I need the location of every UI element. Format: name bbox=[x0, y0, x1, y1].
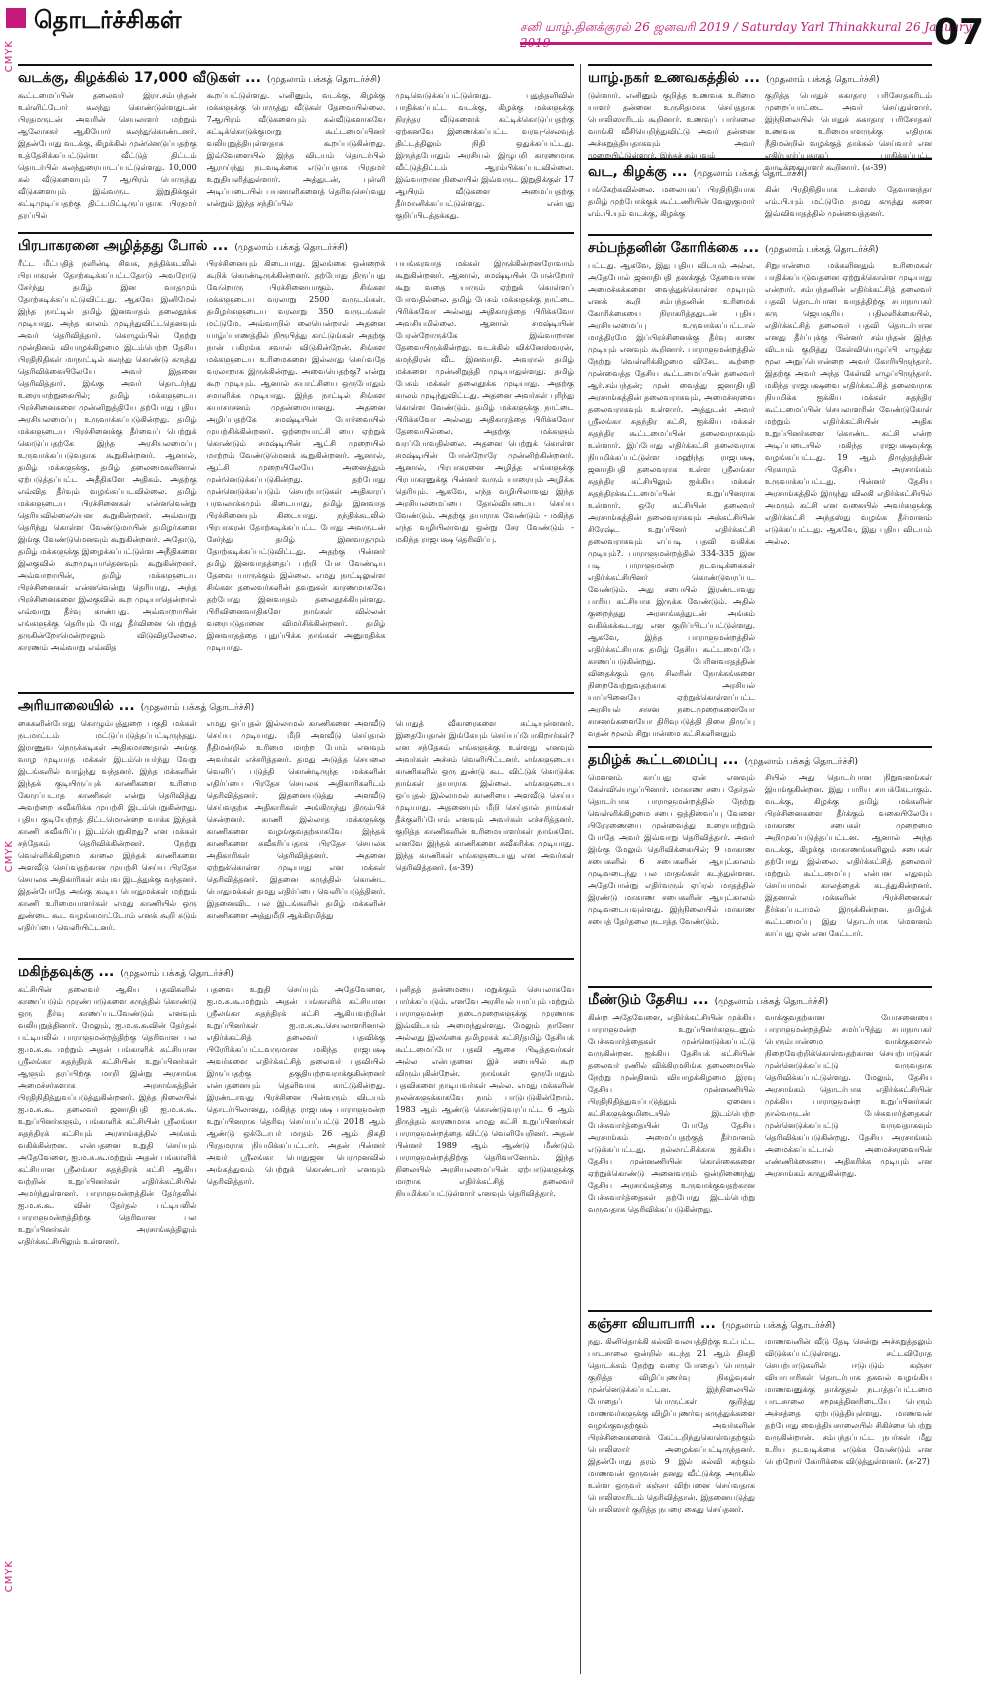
section-title: தொடர்ச்சிகள் bbox=[34, 6, 182, 34]
continuation-label: (முதலாம் பக்கத் தொடர்ச்சி) bbox=[693, 169, 808, 179]
page-number: 07 bbox=[933, 12, 984, 53]
continuation-label: (முதலாம் பக்கத் தொடர்ச்சி) bbox=[266, 75, 381, 85]
article-north-east bbox=[588, 158, 932, 232]
article-column: பட்டது. ஆகவே, இது புதிய விடயம் அல்ல. அதேபோல் ஜனாதிபதி தனக்குத் தேவையான அமைச்சுக்களை வைத்துக்கொள்ள முடியும் எனக் கூறி சம்பந்தனின் உரிமைக் கோரிக்கையை நிராகரித்ததுடன் புதிய அரசியலமைப்பு உருவாக்கப்பட்டால் மாத்திரமே இப்பிரச்சினைக்கு தீர்வு காண முடியும் எனவும் கூறினார். பாராளுமன்றத்தில் நேற்று வெள்ளிக்கிழமை விசேட கூற்றை முன்வைத்த தேசிய கூட்டமைப்பின் தலைவர் ஆர்.சம்பந்தன்; முன் வைத்து ஜனாதிபதி அரசாங்கத்தின் தலைவராகவும், அமைச்சரவை தலைவராகவும் உள்ளார். அத்துடன் அவர் ஸ்ரீலங்கா சுதந்திர கட்சி, ஐக்கிய மக்கள் சுதந்திர கூட்டமைப்பின் தலைவராகவும் உள்ளார். இப்போது எதிர்க்கட்சி தலைவராக நியமிக்கப்பட்டுள்ள மஹிந்த ராஜபக்ஷ, ஜனாதிபதி தலைவராக உள்ள ஸ்ரீலங்கா சுதந்திர கட்சியிலும் ஐக்கிய மக்கள் சுதந்திரக்கூட்டமைப்பின் உறுப்பினராக உள்ளார். ஒரே கட்சியின் தலைவர் அரசாங்கத்தின் தலைவராகவும் அக்கட்சியின் சிரேஷ்ட உறுப்பினர் எதிர்க்கட்சி தலைவராகவும் எப்படி பதவி வகிக்க முடியும்?. பாராளுமன்றத்தில் 334-335 இன படி பாராளுமன்ற நடவடிக்கைகள் எதிர்க்கட்சியினர் கொண்டுவரப்பட வேண்டும். அது சபையில் இரண்டாவது பாரிய கட்சியாக இருக்க வேண்டும். அதில் குறைந்தது அரசாங்கத்துடன் அங்கம் வகிக்கக்கூடாது என குறிப்பிடப்பட்டுள்ளது. ஆகவே, இந்த பாராளுமன்றத்தில் எதிர்க்கட்சியாக தமிழ் தேசிய கூட்டமைப்பே காணப்படுகின்றது. பேரினவாதத்தின் விதைக்கும் ஒரு சிலரின் நோக்கங்களை நிறைவேற்றுவதற்காக அரசியல் யாப்பினையே ஏற்றுக்கொள்ளப்பட்ட அரசியல் சாசன நடைமுறைகளையோ சாசனங்களையோ திரிவுபடுத்தி திசை திருப்பு வதன் மூலம் சிறுபான்மை கட்சிகளினதும் bbox=[588, 261, 755, 738]
article-column: குறித்த பொதுச் சுகாதார பரிசோதகரிடம் முறைப்பாட்டை அவர் செய்துள்ளார். இந்நிலையில் பொதுச் சுகாதார பரிசோதகர் உணவக உரிமையாளருக்கு எதிராக நீதிமன்றில் வழக்குத் தாக்கல் செய்வார் என எதிர்பார்ப்பதாகப் பாதிக்கப்பட்ட வாடிக்கையாளர் கூறினார். (சு-39) bbox=[765, 91, 932, 172]
article-column: கட்சியின் தலைவர் ஆகிய பதவிகளில் காணப்படும் முரண்பாடுகளை சுருத்தில் கொண்டு ஒரு தீர்வு காணப்படவேண்டும் எனவும் வலியுறுத்தினார். மேலும், ஐ.ம.சு.கூவின் தேர்தல் பட்டியலில் பாராளுமன்றத்திற்கு தெரிவான பல ஐ.ம.சு.கூ மற்றும் அதன் பங்காளிக் கட்சியான ஸ்ரீலங்கா சுதந்திரக் கட்சியின் உறுப்பினர்கள் ஆளும் தரப்பிற்கு மாறி இன்று அரசாங்க அமைச்சர்களாக அரசாங்கத்தின் பிரதிநிதித்துவப்படுத்துகின்றனர். இந்த நிலையில் ஐ.ம.சு.கூ. தலைவர் ஜனாதிபதி ஐ.ம.சு.கூ. உறுப்பினர்களும், பங்காளிக் கட்சியின் ஸ்ரீலங்கா சுதந்திரக் கட்சியும் அரசாங்கத்தில் அங்கம் வகிக்கின்றன. என்பதனை உறுதி செய்யும் அதேவேளை, ஐ.ம.சு.கூ.மற்றும் அதன் பங்காளிக் கட்சியான ஸ்ரீலங்கா சுதந்திரக் கட்சி ஆகிய வற்றின் உறுப்பினர்கள் எதிர்க்கட்சியில் அமர்ந்துள்ளனர். பாராளுமன்றத்தின் தேர்தலில் ஐ.ம.சு.கூ. வின் தேர்தல் பட்டியலில் பாராளுமன்றத்திற்கு தெரிவான பல உறுப்பினர்கள் அரசாங்கத்திலும் எதிர்க்கட்சியிலும் உள்ளனர். bbox=[18, 985, 197, 1246]
continuation-label: (முதலாம் பக்கத் தொடர்ச்சி) bbox=[765, 245, 879, 255]
article-column: சியில் அது தொடர்பான நிறுவனங்கள் இயங்குகின்றன. இது பாரிய சாபக்கேடாகும். வடக்கு, கிழக்கு தமிழ் மக்களின் பிரச்சினைகளை தீர்க்கும் வகையிலேயே மாகாண சபைகள் முறைமை அறிமுகப்படுத்தப்பட்டன. ஆனால் அந்த வடக்கு, கிழக்கு மாகாணங்களிலும் சபைகள் தற்போது இல்லை. எதிர்க்கட்சித் தலைவர் மற்றும் கூட்டமைப்பு என்பன எதுவும் செய்யாமல் காலத்தைக் கடத்துகின்றனர். இதனால் மக்களின் பிரச்சினைகள் தீர்க்கப்படாமல் இருக்கின்றன. தமிழ்க் கூட்டமைப்பு இது தொடர்பாக மௌனம் காப்பது ஏன் என கேட்டார். bbox=[765, 773, 932, 938]
article-title: மீண்டும் தேசிய ... (முதலாம் பக்கத் தொடர்ச்சி) bbox=[588, 992, 829, 1008]
cmyk-mark-top: CMYK bbox=[4, 40, 15, 73]
article-column: முடிவெடுக்கப்பட்டுள்ளது. புதுத்தளிவில் பாதிக்கப்பட்ட வடக்கு, கிழக்கு மக்களுக்கு நிரந்தர வீடுகளைக் கட்டிக்கொடுப்பதற்கு ஏற்கனவே இணைக்கப்பட்ட வரவு-செலவுத் திட்டத்திலும் நிதி ஒதுக்கப்பட்டது. இருந்தபோதும் அரசியல் இழுபறி காரணமாக வீட்டுத்திட்டம் ஆரம்பிக்கப்படவில்லை. இவ்வாறான நிலையில் இவ்வருட இறுதிக்குள் 17 ஆயிரம் வீடுகளை அமைப்பதற்கு தீர்மானிக்கப்பட்டுள்ளது. என்பது குறிப்பிடத்தக்கது. bbox=[395, 91, 575, 220]
article-column: நது. கினிதொக்கி கல்வி வலயத்திற்கு உட்பட்ட பாடசாலை ஒன்றில் கடந்த 21 ஆம் திகதி தொடக்கம் நேற்று வரை போதைப் பொருள் குறித்த விழிப்புணர்வு நிகழ்வுகள் முன்னெடுக்கப்பட்டன. இந்நிலையில் போதைப் பொருட்கள் குறித்து மாணவர்களுக்கு விழிப்புணர்வு கருத்துக்களை வழங்குவதற்கும் அவர்களின் பிரச்சினைகளைக் கேட்டறிந்துகொள்வதற்கும் பொலிஸார் அழைக்கப்பட்டிருந்தனர். இதன்போது தரம் 9 இல் கல்வி கற்கும் மாணவன் ஒருவன் தனது வீட்டுக்கு அருகில் உள்ள ஒருவர் கஞ்சா விற்பனை செய்வதாக பொலிஸாரிடம் தெரிவித்தான். இதனையடுத்து பொலிஸார் குறித்த நபரை கைது செய்தனர். bbox=[588, 1337, 755, 1514]
article-column: மௌனம் காப்பது ஏன் எனவும் கேள்வியெழுப்பினார். மாகாண சபை தேர்தல் தொடர்பாக பாராளுமன்றத்தில் நேற்று வெள்ளிக்கிழமை சபை ஒத்திவைப்பு வேளை பிரேரணையை முன்வைத்து உரையாற்றும் போதே அவர் இவ்வாறு தெரிவித்தார். அவர் இங்கு மேலும் தெரிவிக்கையில்; 9 மாகாண சபைகளில் 6 சபைகளின் ஆயுட்காலம் முடிவடைந்து பல மாதங்கள் கடந்துள்ளன. அதேபோன்று எதிர்வரும் ஏப்ரல் மாதத்தில் இரண்டு மாகாண சபைகளின் ஆயுட்காலம் முடிவடையவுள்ளது. இந்நிலையில் மாகாண சபைத் தேர்தலை நடாத்த வேண்டும். bbox=[588, 773, 755, 926]
continuation-label: (முதலாம் பக்கத் தொடர்ச்சி) bbox=[140, 703, 255, 713]
article-column: டுள்ளார். எனினும் குறித்த உணவக உரிமை யாளர் தன்னை உருசிதமாக செய்ததாக பொலிஸாரிடம் கூறினார். உணவுப் பார்சலை வாங்கி வீசியெறிந்துவிட்டு அவர் தன்னை அச்சுறுத்தியதாகவும் அவர் முறையிட்டுள்ளார். இந்தச் சம்பவம் bbox=[588, 91, 755, 160]
cmyk-mark-bottom: CMYK bbox=[4, 1560, 15, 1593]
article-prabhakaran bbox=[18, 232, 574, 690]
article-column: கைகளின்போது கொழும்புத்துறை பகுதி மக்கள் நடமாட்டம் மட்டுப்படுத்தப்பட்டிருந்தது. இராணுவ நெருக்கடிகள் அதிகமாணதால் அங்கு வாழ முடியாத மக்கள் இடம்பெயர்ந்து வேறு இடங்களில் வாழ்ந்து வந்தனர். இந்த மக்களின் இந்தக் குடியிருப்புக் காணிகளை உரிமை கோரப்படாத காணிகள் என்று தெரிவித்து அவற்றை சுவீகரிக்க முயற்சி இடம்பெறுகின்றது. புதிய குடியேற்றத் திட்டமொன்றை வாக்க இந்தக் காணி சுவீகரிப்பு இடம்பெறுகிறது? என மக்கள் சந்தேகம் தெரிவிக்கின்றனர். நேற்று வெள்ளிக்கிழமை காலை இந்தக் காணிகளை அளவீடு செய்வதற்கான முயற்சி செய்ய பிரதேச செயலக அதிகாரிகள் சம்பவ இடத்துக்கு வந்தனர். இதன்போதே அங்கு கூடிய பொதுமக்கள் மற்றும் காணி உரிமையாளர்கள் எமது காணியில் ஒரு துண்டை கூட வழங்கமாட்டோம் எனக் கூறி கடும் எதிர்ப்பை வெளியிட்டனர். bbox=[18, 719, 197, 932]
article-title: மகிந்தவுக்கு ... (முதலாம் பக்கத் தொடர்ச்சி) bbox=[18, 964, 234, 980]
article-title: சம்பந்தனின் கோரிக்கை ... (முதலாம் பக்கத் தொடர்ச்சி) bbox=[588, 240, 879, 256]
article-national-again bbox=[588, 986, 932, 1308]
article-title: பிரபாகரனை அழித்தது போல் ... (முதலாம் பக்கத் தொடர்ச்சி) bbox=[18, 238, 348, 254]
continuation-label: (முதலாம் பக்கத் தொடர்ச்சி) bbox=[765, 75, 880, 85]
article-column: பதவை உறுதி செய்யும் அதேவேளை, ஐ.ம.சு.கூ.மற்றும் அதன் பங்காளிக் கட்சியான ஸ்ரீலங்கா சுதந்திரக் கட்சி ஆகியவற்றின் உறுப்பினர்கள் ஐ.ம.சு.கூ.செயலாளரினால் எதிர்க்கட்சித் தலைவர் பதவிக்கு பிரேரிக்கப்பட்டவருமான மகிந்த ராஜபக்ஷ அவர்களை எதிர்க்கட்சித் தலைவர் பதவியில் இருப்பதற்கு தகுதியற்றவராக்குகின்றனர் என்பதனையும் தெளிவாக காட்டுகின்றது. இரண்டாவது பிரச்சினை பின்வரும் விடயம் தொடர்பிலானது, மகிந்த ராஜபக்ஷ பாராளுமன்ற உறுப்பினராக தெரிவு செய்யப்பட்டு 2018 ஆம் ஆண்டு ஒக்டோபர் மாதம் 26 ஆம் திகதி பிரதமராக நியமிக்கப்பட்டார். அதன் பின்னர் அவர் ஸ்ரீலங்கா பொதுஜன பெரமுனவில் அங்கத்துவம் பெற்றுக் கொண்டார் எனவும் தெரிவித்தார். bbox=[206, 985, 386, 1186]
article-column: பொதுத் வீகாரைகளை கட்டியுள்ளனர். இதையேதான் இங்கேயும் செய்யப்போகிறார்கள்? என சந்தேகம் எங்களுக்கு உள்ளது எனவும் அவர்கள் அச்சம் வெளியிட்டனர். எங்களுடைய காணிகளில் ஒரு துண்டு கூட விட்டுக் கொடுக்க நாங்கள் தயாராக இல்லை. எங்களுடைய ஒப்புதல் இல்லாமல் காணியை அளவீடு செய்ய முடியாது. அதனையும் மீறி செய்தால் நாங்கள் தீக்குளிப்போம் எனவும் அவர்கள் எச்சரித்தனர். குறித்த காணிகளின் உரிமையாளர்கள் நாங்களே. எனவே இந்தக் காணிகளை சுவீகரிக்க முடியாது. இந்த காணிகள் எங்களுடையது என அவர்கள் தெரிவித்தனர். (சு-39) bbox=[395, 719, 575, 872]
article-column: வாக்குவதற்கான யோசனையை பாராளுமன்றத்தில் சமர்ப்பித்து சபாநாயகர் பெரும்பான்மை வாக்குகளால் நிறைவேற்றிக்கொள்வதற்கான செயற்பாடுகள் முன்னெடுக்கப்பட்டு வருவதாக தெரிவிக்கப்பட்டுள்ளது. மேலும், தேசிய அரசாங்கம் தொடர்பாக எதிர்க்கட்சியின் முக்கிய பாராளுமன்ற உறுப்பினர்கள் நால்வருடன் பேச்சுவார்த்தைகள் முன்னெடுக்கப்பட்டு வருவதாகவும் தெரிவிக்கப்படுகின்றது. தேசிய அரசாங்கம் அமைக்கப்பட்டால் அமைச்சரவையின் எண்ணிக்கையை அதிகரிக்க முடியும் என அரசாங்கம் கருதுகின்றது. bbox=[765, 1013, 932, 1178]
article-sampanthan bbox=[588, 234, 932, 744]
article-mahinda bbox=[18, 958, 574, 1676]
article-column: புனிதத் தன்மையை மறுக்கும் செயலாகவே பார்க்கப்படும். எனவே அரசியல் யாப்பும் மற்றும் பாராளுமன்ற நடைமுறைகளுக்கு முரணாக இவ்விடயம் அமைந்துள்ளது. மேலும் நானோ அல்லது இலங்கை தமிழரசுக் கட்சி/தமிழ் தேசியக் கூட்டமைப்போ பதவி ஆசை பிடித்தவர்கள் அல்ல என்பதனை இச் சபையில் கூற விரும்புகின்றேன். நாங்கள் ஒருபோதும் பதவிகளை நாடியவர்கள் அல்ல. எமது மக்களின் நலன்களுக்காகவே நாம் பாடுபடுகின்றோம். 1983 ஆம் ஆண்டு கொண்டுவரப்பட்ட 6 ஆம் திருத்தம் காரணமாக எமது கட்சி உறுப்பினர்கள் பாராளுமன்றத்தை விட்டு வெளியேறினர். அதன் பின்னர் 1989 ஆம் ஆண்டு மீண்டும் பாராளுமன்றத்திற்கு தெரிவானோம். இந்த நிலையில் அரசியலமைப்பின் ஏற்பாடுகளுக்கு மாறாக எதிர்க்கட்சித் தலைவர் நியமிக்கப்பட்டுள்ளார் எனவும் தெரிவித்தார். bbox=[395, 985, 575, 1198]
continuation-label: (முதலாம் பக்கத் தொடர்ச்சி) bbox=[721, 1321, 836, 1331]
column-divider bbox=[580, 64, 581, 1674]
article-column: பிரச்சினையும் கிடையாது. இலங்கை ஒன்றைக் கூறிக் கொண்டிருக்கின்றனர். தற்போது திருப்பது வேறொரு பிரச்சினையாகும். சிங்கள மக்களுடைய வரலாறு 2500 வருடங்கள். தமிழர்களுடைய வரலாறு 350 வருடங்கள் மட்டுமே. அவ்வாறில் லையென்றால் அதனை யாழ்ப்பாணத்தில் நிரூபித்து காட்டுங்கள் அதற்கு நான் பகிரங்க சவால் விடுகின்றேன். சிங்கள மக்களுடைய உரிமைகளை இல்லாது செய்வதே வரலாறாக இருக்கின்றது. அவையெதற்கு? என்று கூற முடியும். ஆனால் சுயாட்சியை ஒருபோதும் சமாளிக்க முடியாது. இந்த நாட்டில் சிங்கள சுயாசாசனம் முதன்மையானது. அதனை அழிப்பதற்கே சமஷ்டியின் போர்வையில் முயற்சிக்கின்றனர். ஒற்றையாட்சி யை ஏற்றுக் கொண்டும் சமஷ்டியின் ஆட்சி முறையில் மாற்றம் வேண்டுமெனக் கூறுகின்றனர். ஆனால், ஆட்சி முறையிலேயே அனைத்தும் முன்னெடுக்கப்படுகின்றது. தற்போது முன்னெடுக்கப்படும் செயற்பாடுகள் அதிகாரப் பரவலாக்கமும் கிடையாது, தமிழ் இனவாத பிரச்சினையும் கிடையாது. நந்திக்கடலில் பிரபாகரன் தோற்கடிக்கப்பட்ட போது அவருடன் சேர்ந்து தமிழ் இனவாதமும் தோற்கடிக்கப்பட்டுவிட்டது. அதற்கு பின்னர் தமிழ் இனவாதத்தைப் பற்றி பேச வேண்டிய தேவை யாருக்கும் இல்லை. எமது நாட்டிலுள்ள சிங்கள தலைவர்களின் தவறுகள் காரணமாகவே தற்போது இனவாதம் தலைதூக்கியுள்ளது. பிரிவினைவாதிகளே நாங்கள் வில்லன் வரைபடுதானை விமர்சிக்கின்றனர். தமிழ் இனவாதத்தை புதுப்பிக்க நாங்கள் அனுமதிக்க முடியாது. bbox=[206, 259, 386, 652]
article-title: தமிழ்க் கூட்டமைப்பு ... (முதலாம் பக்கத் தொடர்ச்சி) bbox=[588, 752, 859, 768]
article-column: ரீட்ட மீட்பதித் நளின்டி சிவசு, நத்திக்கடலில் பிரபாகரன் தோற்கடிக்கப்பட்டதோடு அவரோடு சேர்ந்து தமிழ் இன வாதமும் தோற்கடிக்கப்பட்டுவிட்டது. ஆகவே இனிமேல் இந்த நாட்டில் தமிழ் இனவாதம் தலைதூக்க முடியாது. அந்த காலம் முடிந்துவிட்டதெனவும் அவர் தெரிவித்தார். கொழும்பில் நேற்று முன்தினம் வியாழக்கிழமை இடம்பெற்ற தேசிய பிரதிநிதிகள் மாநாட்டில் கலந்து கொண்டு கருத்து தெரிவிக்கையிலேயே அவர் இதனை தெரிவித்தார். இங்கு அவர் தொடர்ந்து உரையாற்றுகையில்; தமிழ் மக்களுடைய பிரச்சினைகளை முன்னிறுத்தியே தற்போது புதிய அரசியலமைப்பு உருவாக்கப்படுகின்றது. தமிழ் மக்களுடைய பிரச்சினைக்கு தீர்வைப் பெற்றுக் கொடுப்பதற்கே இந்த அரசியலமைப்பு உருவாக்கப்படுவதாக கூறுகின்றனர். ஆனால், தமிழ் மக்களுக்கு, தமிழ் தலைமைகளினால் ஏற்படுத்தப்பட்ட அதீதிகளே அதிகம். அதற்கு எவ்வித தீர்வும் வழங்கப்படவில்லை. தமிழ் மக்களுடைய பிரச்சினைகள் என்னவென்று தெரியவில்லையென கூறுகின்றனர். அவ்வாறு தெரிந்து கொள்ள வேண்டுமாயின் தமிழர்களை இங்கு வேண்டுமெனவும் கூறுகின்றனர். அதோடு, தமிழ் மக்களுக்கு இழைக்கப்பட்டுள்ள அநீதிகளை இலகுவில் கூறமுடியாதெனவும் கூறுகின்றனர். அவ்வாறாயின், தமிழ் மக்களுடைய பிரச்சினைகள் என்னவென்று தெரியாது, அந்த பிரச்சினைகளை இலகுவில் கூற முடியாதென்றால் எவ்வாறு தீர்வு காண்பது. அவ்வாறாயின் எங்களுக்கு தெரியும் போது தீர்வினை பெற்றுத் தருகின்றோமென்றாலும் விடுவிதலேலை. காரணம் அவ்வாறு எவ்வித bbox=[18, 259, 197, 652]
article-column: கின் பிரதிநிதியாக டக்ளஸ் தேவானந்தா எம்.பி.யும் மட்டுமே தமது கருத்து களை இவ்விவாதத்தில் முன்வைத்தனர். bbox=[765, 185, 932, 218]
article-title: வடக்கு, கிழக்கில் 17,000 வீடுகள் ... (முதலாம் பக்கத் தொடர்ச்சி) bbox=[18, 70, 381, 86]
article-column: மாணவனின் வீடு தேடி சென்று அச்சுறுத்தலும் விடுக்கப்பட்டுள்ளது. சட்டவிரோத செயற்பாடுகளில் ஈடுபடும் கஞ்சா வியாபாரிகள் தொடர்பாக தகவல் வழங்கிய மாணவனுக்கு தாக்குதல் நடாத்தப்பட்டமை பாடசாலை சமூகத்தினரிடையே பெரும் அச்சத்தை ஏற்படுத்தியுள்ளது. மாணவன் தற்போது வைத்தியசாலையில் சிகிச்சை பெற்று வருகின்றான். சம்பந்தப்பட்ட நபர்கள் மீது உரிய நடவடிக்கை எடுக்க வேண்டும் என பெற்றோர் கோரிக்கை விடுத்துள்ளனர். (சு-27) bbox=[765, 1337, 932, 1466]
header-rule bbox=[520, 42, 932, 45]
article-column: கூறப்பட்டுள்ளது. எனினும், வடக்கு, கிழக்கு மக்களுக்கு பொருத்து வீடுகள் தேவையில்லை. 7ஆயிரம் வீடுகளையும் கல்வீடுகளாகவே கட்டிக்கொடுக்குமாறு கூட்டமைப்பினர் வலியுறுத்தியுள்ளதாக கூறப்படுகின்றது. இவ்வேளையில் இந்த விடயம் தொடர்பில் ஆராய்ந்து நடவடிக்கை எடுப்பதாக பிரதமர் உறுதியளித்துள்ளார். அத்துடன், புள்ளி அடிப்படையில் பயனாளிகளைத் தெரிவுசெய்வது என்றும் இந்த சந்திப்பில் bbox=[206, 91, 386, 208]
section-logo-icon bbox=[6, 8, 26, 28]
article-housing bbox=[18, 64, 574, 230]
continuation-label: (முதலாம் பக்கத் தொடர்ச்சி) bbox=[744, 757, 859, 767]
cmyk-mark-middle: CMYK bbox=[4, 840, 15, 873]
article-title: வட, கிழக்கு ... (முதலாம் பக்கத் தொடர்ச்சி) bbox=[588, 164, 808, 180]
date-line: சனி யாழ்.தினக்குரல் 26 ஜனவரி 2019 / Saturday Yarl Thinakkural 26 January bbox=[520, 20, 972, 34]
article-column: பயங்கரவாத மக்கள் இருக்கின்றனரோவாம் கூறுகின்றனர். ஆனால், சமஷ்டியின் போன்றோர் கூறு வதை யாரும் ஏற்றுக் கொள்ளப் போவதில்லை. தமிழ் பேசும் மக்களுக்கு நாட்டை பிரிக்கவோ அல்லது அதிகாரத்தை பிரிக்கவோ அவசியமில்லை. ஆனால் சமஷ்டியின் பேரன்றோருக்கே இவ்வாறான தேவையிருக்கின்றது. வடக்கில் விக்னேஸ்வரன், சுமந்திரன் வீட இனவாதி. அவரால் தமிழ் மக்களை முன்னிறுத்தி முடியாதுள்ளது. தமிழ் பேசும் மக்கள் தலைதூக்க முடியாது. அதற்கு காலம் முடிந்துவிட்டது. அதனை அவர்கள் புரிந்து கொள்ள வேண்டும். தமிழ் மக்களுக்கு நாட்டை பிரிக்கவோ அல்லது அதிகாரத்தை பிரிக்கவோ தேவையில்லை. அதற்கு மக்களும் வரப்போவதில்லை. அதனை பெற்றுக் கொள்ள சமஷ்டியின் போன்றோரே முன்னிற்கின்றனர். ஆனால், பிரபாகரனை அழித்த எங்களுக்கு பிரபாகரனுக்கு பின்னர் வரும் யாரையும் அழிக்க தெரியும். ஆகவே, எந்த வழியிலாவது இந்த அரசியலமைப்பை தோல்வியடைய செய்ய வேண்டும். அதற்கு தயாராக வேண்டும் - மகிந்த எந்த வழியிலாவது ஒன்று சேர வேண்டும் - மகிந்த ராஜபக்ஷ தெரிவிப்பு. bbox=[395, 259, 575, 544]
continuation-label: (முதலாம் பக்கத் தொடர்ச்சி) bbox=[234, 243, 348, 253]
article-column: சிறுபான்மை மக்களினதும் உரிமைகள் பாதிக்கப்படுவதனை ஏற்றுக்கொள்ள முடியாது என்றார். சம்பந்தனின் எதிர்க்கட்சித் தலைவர் பதவி தொடர்பான வாதத்திற்கு சபாநாயகர் கரு ஜெயசூரிய பதிலளிக்கையில், எதிர்க்கட்சித் தலைவர் பதவி தொடர்பான எனது தீர்ப்புக்கு பின்னர் சம்பந்தன் இந்த விடயம் குறித்து கேள்வியெழுப்பி எழுத்து மூல அறுப்பொன்றை அவர் கோரியிருந்தார். இதற்கு அவர் அந்த கேள்வி எழுப்பிருந்தார். மகிந்த ராஜபக்ஷவை எதிர்க்கட்சித் தலைவராக நியமிக்க ஐக்கிய மக்கள் சுதந்திர கூட்டமைப்பின் செயலாளரின் வேண்டுகோள் மற்றும் எதிர்க்கட்சியின் அதிக உறுப்பினர்களை கொண்ட கட்சி என்ற அடிப்படையில் மகிந்த ராஜபக்ஷவுக்கு வழங்கப்பட்டது. 19 ஆம் திருத்தத்தின் பிரகாரம் தேசிய அரசாங்கம் உருவாக்கப்பட்டது. பின்னர் தேசிய அரசாங்கத்தில் இருந்து விலகி எதிர்க்கட்சியில் அமரும் கட்சி என வகையில் அவர்களுக்கு எதிர்க்கட்சி அந்தஸ்து வழங்க தீர்மானம் எடுக்கப்பட்டது. ஆகவே, இது புதிய விடயம் அல்ல. bbox=[765, 261, 932, 546]
article-column: கின்ற அதேவேளை, எதிர்க்கட்சியின் முக்கிய பாராளுமன்ற உறுப்பினர்களுடனும் பேச்சுவார்த்தைகள் முன்னெடுக்கப்பட்டு வருகின்றன. ஐக்கிய தேசியக் கட்சியின் தலைவர் ரணில் விக்கிரமசிங்க தலைமையில் நேற்று முன்தினம் வியாழக்கிழமை இரவு தேசிய முன்னணியில் பிரதிநிதித்துவப்படுத்தும் ஏனைய கட்சிகளுக்குமிடையில் இடம்பெற்ற பேச்சுவார்த்தையின் போதே தேசிய அரசாங்கம் அமைப்பதற்குத் தீர்மானம் எடுக்கப்பட்டது. நல்லாட்சிக்காக ஐக்கிய தேசிய முன்னணியின் கொள்கைகளை ஏற்றுக்கொண்டு அனைவரும் ஒன்றிணைந்து தேசிய அரசாங்கத்தை உருவாக்குவதற்கான பேச்சுவார்த்தைகள் தற்போது இடம்பெற்று வருவதாக தெரிவிக்கப்படுகின்றது. bbox=[588, 1013, 755, 1214]
article-column: கூட்டமைப்பின் தலைவர் இரா.சம்பந்தன் உள்ளிட்டோர் கலந்து கொண்டுள்ளதுடன் பிரதமருடன் அவரின் செயலாளர் மற்றும் ஆலோசகர் ஆகியோர் கலந்துகொண்டனர். இதன்போது வடக்கு, கிழக்கில் முன்னெடுப்பதற்கு உத்தேசிக்கப்பட்டுள்ள வீட்டுத் திட்டம் தொடர்பில் கலந்துரையாடப்பட்டுள்ளது. 10,000 கல் வீடுகளையும் 7 ஆயிரம் பொருத்து வீடுகளையும் இவ்வருட இறுதிக்குள் கட்டிமுடிப்பதற்கு திட்டமிட்டிருப்பதாக பிரதமர் தரப்பில் bbox=[18, 91, 197, 220]
article-cannabis bbox=[588, 1310, 932, 1676]
article-title: அரியாலையில் ... (முதலாம் பக்கத் தொடர்ச்சி) bbox=[18, 698, 255, 714]
article-ariyalai bbox=[18, 692, 574, 956]
article-column: பங்கேற்கவில்லை. மலையகப் பிரதிநிதியாக தமிழ் முற்போக்குக் கூட்டணியின் வேலுகுமார் எம்.பி.யும் வடக்கு, கிழக்கு bbox=[588, 185, 755, 218]
article-column: எமது ஒப்புதல் இல்லாமல் காணிகளை அளவீடு செய்ய முடியாது. மீறி அளவீடு செய்தால் நீதிமன்றில் உரிமை மாற்ற போம் எனவும் அவர்கள் எச்சரித்தனர். தமது அடுத்த செயலை வெளிப் படுத்தி கொண்டிருந்த மக்களின் எதிர்ப்பை பிரதேச செயலக அதிகாரிகளிடம் தெரிவித்தனர். இதனையடுத்து அளவீடு செய்வதற்க அதிகாரிகள் அங்கிருந்து திரும்பிச் சென்றனர். காணி இல்லாத மக்களுக்கு காணிகளை வழங்குவதற்காகவே இந்தக் காணிகளை சுவீகரிப்பதாக பிரதேச செயலக அதிகாரிகள் தெரிவித்தனர். அதனை ஏற்றுக்கொள்ள முடியாது என மக்கள் தெரிவித்தனர். இதனை கருத்தில் கொண்ட பொதுமக்கள் தமது எதிர்ப்பை வெளிப்படுத்தினர். இதனைவிட பல இடங்களில் தமிழ் மக்களின் காணிகளை அத்துமீறி ஆக்கிரமித்து bbox=[206, 719, 386, 920]
article-title: கஞ்சா வியாபாரி ... (முதலாம் பக்கத் தொடர்ச்சி) bbox=[588, 1316, 836, 1332]
article-title: யாழ்.நகர் உணவகத்தில் ... (முதலாம் பக்கத் தொடர்ச்சி) bbox=[588, 70, 880, 86]
article-tamil-coalition bbox=[588, 746, 932, 984]
continuation-label: (முதலாம் பக்கத் தொடர்ச்சி) bbox=[714, 997, 829, 1007]
page-header bbox=[0, 0, 1000, 64]
continuation-label: (முதலாம் பக்கத் தொடர்ச்சி) bbox=[120, 969, 234, 979]
